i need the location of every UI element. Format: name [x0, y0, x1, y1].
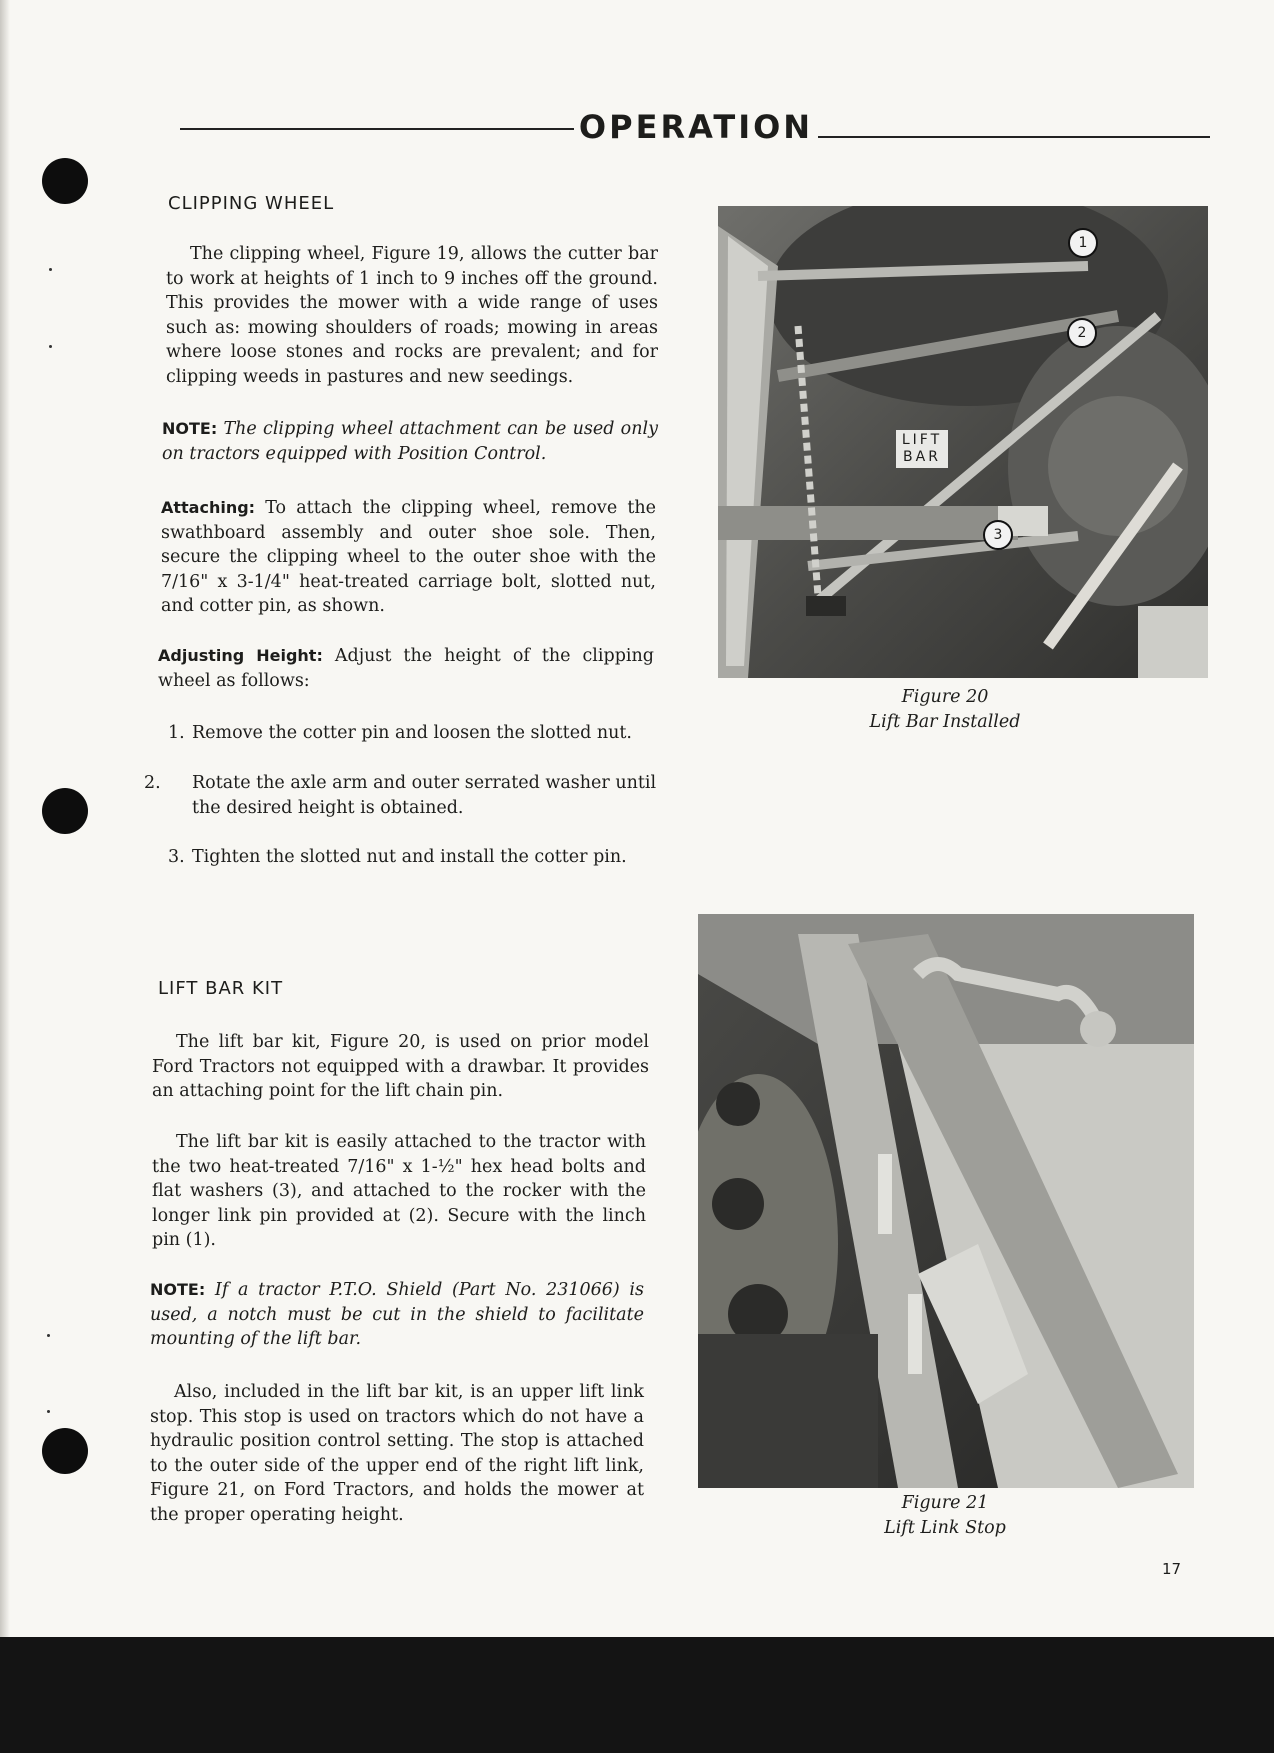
figure-20-photo: [718, 206, 1208, 678]
note-text: If a tractor P.T.O. Shield (Part No. 231066) is used, a notch must be cut in the shield to facilitate mounting of the lift bar.: [150, 1280, 644, 1349]
lift-bar-kit-note: [150, 1278, 644, 1352]
lift-bar-label-line2: BAR: [903, 449, 941, 465]
adjusting-label: Adjusting Height:: [158, 646, 323, 665]
step-text: Rotate the axle arm and outer serrated washer until the desired height is obtained.: [192, 773, 657, 818]
clipping-wheel-heading: CLIPPING WHEEL: [168, 193, 335, 214]
page-title: OPERATION: [578, 108, 814, 146]
header-rule-left: [180, 128, 574, 130]
lift-bar-kit-attach: The lift bar kit is easily attached to the tractor with the two heat-treated 7/16" x 1-½" hex head bolts and flat washers (3), and attached to the rocker with the longer link pin provided at (2). Secure with the linch pin (1).: [152, 1132, 646, 1250]
callout-1: 1: [1068, 228, 1098, 258]
figure-20-title: Lift Bar Installed: [869, 712, 1021, 732]
note-text: The clipping wheel attachment can be used only on tractors equipped with Position Control.: [162, 419, 658, 464]
step-item: [168, 721, 658, 746]
scan-speck: [47, 1410, 50, 1413]
figure-20-caption: [860, 685, 1030, 735]
punch-hole-bottom: [42, 1428, 88, 1474]
attaching-paragraph: [161, 496, 656, 619]
punch-hole-middle: [42, 788, 88, 834]
punch-hole-top: [42, 158, 88, 204]
step-number: 2.: [144, 773, 161, 793]
step-number: 3.: [168, 847, 185, 867]
lift-link-stop-photo-illustration: [698, 914, 1194, 1488]
step-number: 1.: [168, 723, 185, 743]
step-text: Remove the cotter pin and loosen the slotted nut.: [192, 723, 632, 743]
clipping-wheel-intro: The clipping wheel, Figure 19, allows the cutter bar to work at heights of 1 inch to 9 inches off the ground. This provides the mower with a wide range of uses such as: mowing shoulders of roads; mowing in areas where loose stones and rocks are prevalent; and for clipping weeds in pastures and new seedings.: [166, 244, 658, 387]
step-item: [168, 845, 658, 870]
scan-background: [0, 1637, 1274, 1753]
adjusting-paragraph: [158, 644, 654, 693]
lift-bar-kit-intro: The lift bar kit, Figure 20, is used on prior model Ford Tractors not equipped with a drawbar. It provides an attaching point for the lift chain pin.: [152, 1032, 649, 1101]
figure-21-title: Lift Link Stop: [884, 1518, 1006, 1538]
lift-bar-label: [896, 430, 948, 468]
page-number: 17: [1162, 1560, 1182, 1578]
header-rule-right: [818, 136, 1210, 138]
figure-20-number: Figure 20: [901, 687, 989, 707]
scan-speck: [47, 1334, 50, 1337]
callout-2: 2: [1067, 318, 1097, 348]
adjusting-text: Adjust the height of the clipping wheel as follows:: [158, 646, 654, 691]
clipping-wheel-note: [162, 417, 658, 466]
note-label: NOTE:: [162, 419, 218, 438]
lift-bar-kit-stop: Also, included in the lift bar kit, is an upper lift link stop. This stop is used on tractors which do not have a hydraulic position control setting. The stop is attached to the outer side of the upper end of the right lift link, Figure 21, on Ford Tractors, and holds the mower at the proper operating height.: [150, 1382, 644, 1525]
figure-21-number: Figure 21: [901, 1493, 989, 1513]
note-label: NOTE:: [150, 1280, 206, 1299]
attaching-text: To attach the clipping wheel, remove the swathboard assembly and outer shoe sole. Then, secure the clipping wheel to the outer shoe with the 7/16" x 3-1/4" heat-treated carriage bolt, slotted nut, and cotter pin, as shown.: [161, 498, 656, 616]
lift-bar-kit-heading: LIFT BAR KIT: [158, 978, 284, 999]
scan-speck: [49, 345, 52, 348]
section-header: [180, 108, 1210, 148]
callout-3: 3: [983, 520, 1013, 550]
attaching-label: Attaching:: [161, 498, 256, 517]
lift-bar-label-line1: LIFT: [901, 432, 943, 448]
scan-shadow: [0, 0, 10, 1637]
step-item: [144, 771, 658, 820]
step-text: Tighten the slotted nut and install the cotter pin.: [192, 847, 627, 867]
figure-21-photo: [698, 914, 1194, 1488]
lift-bar-photo-illustration: [718, 206, 1208, 678]
scan-speck: [49, 268, 52, 271]
figure-21-caption: [860, 1491, 1030, 1541]
